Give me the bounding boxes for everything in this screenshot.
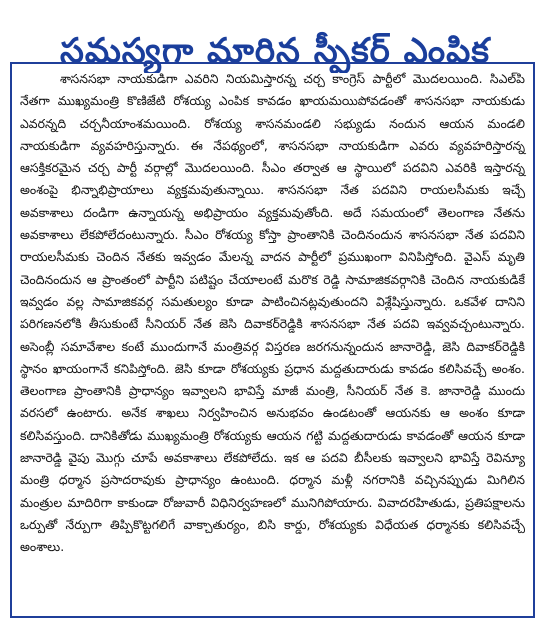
article-headline: సమస్యగా మారిన స్పీకర్ ఎంపిక	[59, 30, 491, 71]
article-body-frame	[10, 62, 535, 618]
article-body-text: శాసనసభా నాయకుడిగా ఎవరిని నియమిస్తారన్న చర్చ కాంగ్రెస్ పార్టీలో మొదలయింది. సిఎల్‌పి నేతగా ముఖ్యమంత్రి కొణిజేటి రోశయ్య ఎంపిక కావడం ఖాయమయిపోవడంతో శాసనసభా నాయకుడు ఎవరన్నది చర్చనీయాంశమయింది. రోశయ్య శాసనమండలి సభ్యుడు నందున ఆయన మండలి నాయకుడిగా వ్యవహరిస్తున్నారు. ఈ నేపథ్యంలో, శాసనసభా నాయకుడిగా ఎవరు వ్యవహరిస్తారన్న ఆసక్తికరమైన చర్చ పార్టీ వర్గాల్లో మొదలయింది. సీఎం తర్వాత ఆ స్థాయిలో పదవిని ఎవరికి ఇస్తారన్న అంశంపై భిన్నాభిప్రాయాలు వ్యక్తమవుతున్నాయి. శాసనసభా నేత పదవిని రాయలసీమకు ఇచ్చే అవకాశాలు దండిగా ఉన్నాయన్న అభిప్రాయం వ్యక్తమవుతోంది. అదే సమయంలో తెలంగాణ నేతను అవకాశాలు లేకపోలేదంటున్నారు. సీఎం రోశయ్య కోస్తా ప్రాంతానికి చెందినందున శాసనసభా నేత పదవిని రాయలసీమకు చెందిన నేతకు ఇవ్వడం మేలన్న వాదన పార్టీలో ప్రముఖంగా వినిపిస్తోంది. వైఎస్ మృతి చెందినందున ఆ ప్రాంతంలో పార్టీని పటిష్టం చేయాలంటే మరొక రెడ్డి సామాజికవర్గానికి చెందిన నాయకుడికే ఇవ్వడం వల్ల సామాజికవర్గ సమతుల్యం కూడా పాటించినట్లవుతుందని విశ్లేషిస్తున్నారు. ఒకవేళ దానిని పరిగణనలోకి తీసుకుంటే సీనియర్ నేత జెసి దివాకర్‌రెడ్డికి శాసనసభా నేత పదవి ఇవ్వవచ్చంటున్నారు. అసెంబ్లీ సమావేశాల కంటే ముందుగానే మంత్రివర్గ విస్తరణ జరగనున్నందున జానారెడ్డి, జెసి దివాకర్‌రెడ్డికి స్థానం ఖాయంగానే కనిపిస్తోంది. జెసి కూడా రోశయ్యకు ప్రధాన మద్దతుదారుడు కావడం కలిసివచ్చే అంశం. తెలంగాణ ప్రాంతానికి ప్రాధాన్యం ఇవ్వాలని భావిస్తే మాజీ మంత్రి, సీనియర్ నేత కె. జానారెడ్డి ముందు వరసలో ఉంటారు. అనేక శాఖలు నిర్వహించిన అనుభవం ఉండటంతో ఆయనకు ఆ అంశం కూడా కలిసివస్తుంది. దానికితోడు ముఖ్యమంత్రి రోశయ్యకు ఆయన గట్టి మద్దతుదారుడు కావడంతో ఆయన కూడా జానారెడ్డి వైపు మొగ్గు చూపే అవకాశాలు లేకపోలేదు. ఇక ఆ పదవి బీసీలకు ఇవ్వాలని భావిస్తే రెవిన్యూ మంత్రి ధర్మాన ప్రసాదరావుకు ప్రాధాన్యం ఉంటుంది. ధర్మాన మళ్లీ నగరానికి వచ్చినప్పుడు మిగిలిన మంత్రుల మాదిరిగా కాకుండా రోజువారీ విధినిర్వహణలో మునిగిపోయారు. వివాదరహితుడు, ప్రతిపక్షాలను ఒర్పుతో నేర్పుగా తిప్పికొట్టగలిగే వాక్చాతుర్యం, బిసి కార్డు, రోశయ్యకు విధేయత ధర్మానకు కలిసివచ్చే అంశాలు.	[20, 71, 525, 555]
